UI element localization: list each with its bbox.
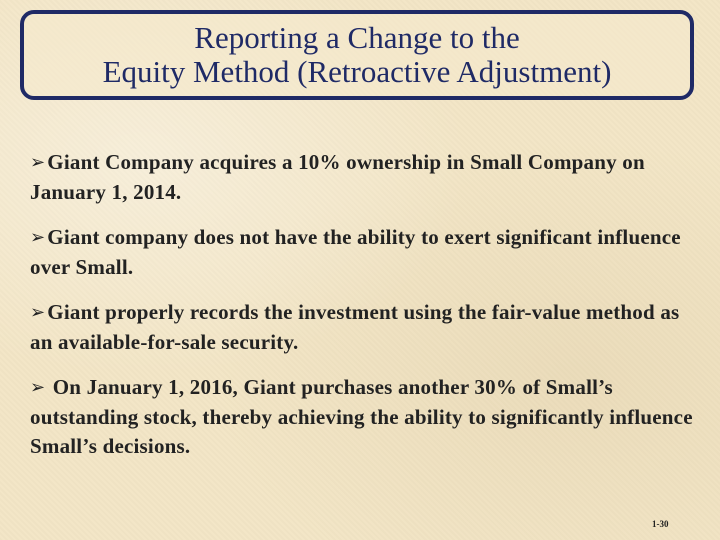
bullet-item	[30, 223, 700, 282]
bullet-item	[30, 373, 700, 461]
arrow-bullet-icon: ➢	[30, 227, 46, 248]
title-box	[20, 10, 694, 100]
bullet-item	[30, 298, 700, 357]
arrow-bullet-icon: ➢	[30, 377, 46, 398]
bullet-text: Giant Company acquires a 10% ownership in Small Company on January 1, 2014.	[30, 150, 645, 204]
slide-title-line-2: Equity Method (Retroactive Adjustment)	[102, 54, 612, 89]
arrow-bullet-icon: ➢	[30, 152, 46, 173]
bullet-list	[30, 148, 700, 477]
slide-title-line-1: Reporting a Change to the	[194, 20, 520, 55]
bullet-item	[30, 148, 700, 207]
page-number: 1-30	[652, 519, 669, 529]
arrow-bullet-icon: ➢	[30, 302, 46, 323]
bullet-text: Giant properly records the investment using the fair-value method as an available-for-sale security.	[30, 300, 680, 354]
bullet-text: On January 1, 2016, Giant purchases another 30% of Small’s outstanding stock, thereby achieving the ability to significantly influence Small’s decisions.	[30, 375, 693, 458]
bullet-text: Giant company does not have the ability to exert significant influence over Small.	[30, 225, 681, 279]
